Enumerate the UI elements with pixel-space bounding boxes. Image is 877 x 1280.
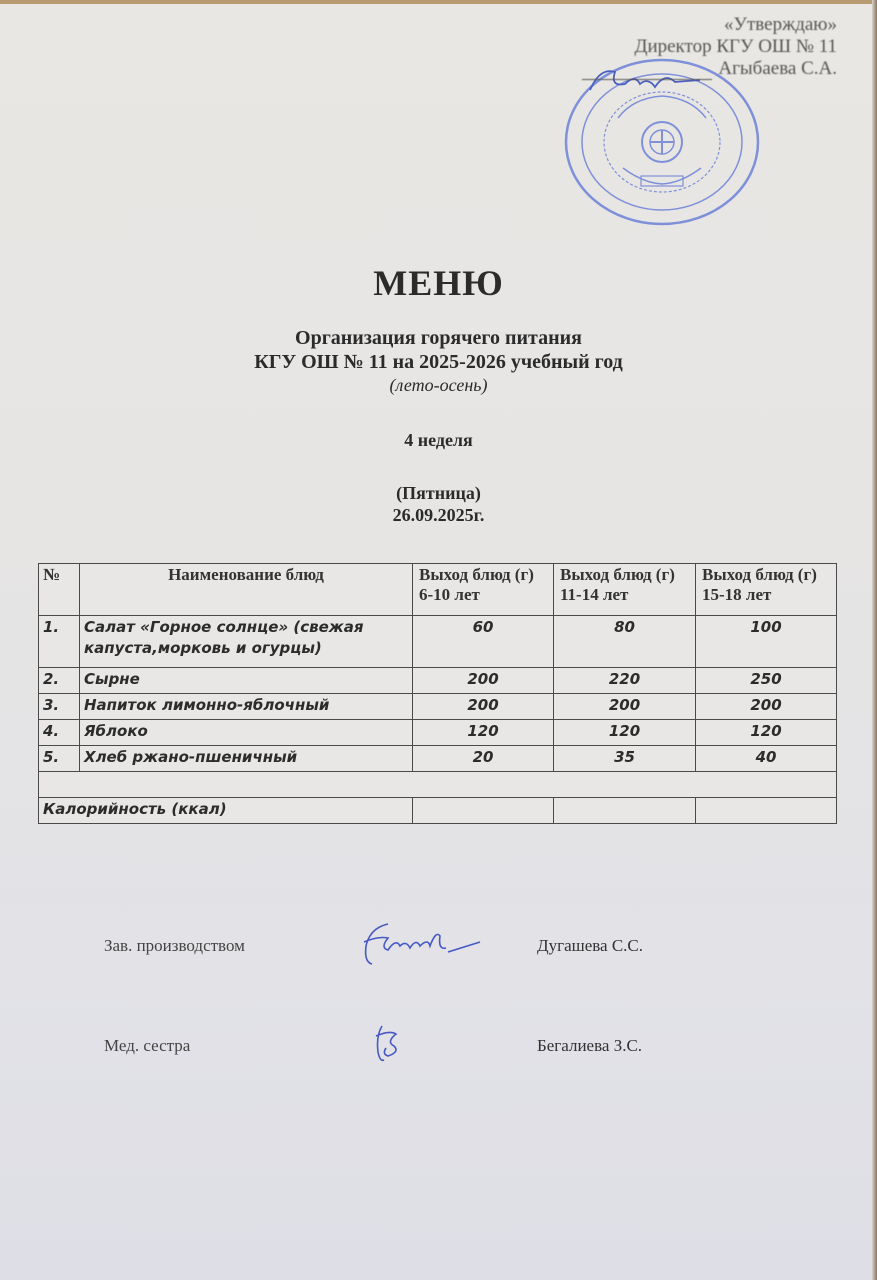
approval-name: Агыбаева С.А.: [718, 58, 837, 79]
signatory-name: Бегалиева З.С.: [537, 1036, 643, 1055]
header-number: №: [39, 564, 80, 616]
season-label: (лето-осень): [389, 375, 488, 395]
signature-line: [582, 61, 712, 80]
header-yield-15-18: Выход блюд (г) 15-18 лет: [696, 564, 837, 616]
yield-11-14: 80: [554, 616, 696, 668]
table-spacer-row: [39, 772, 837, 798]
signature-role: Зав. производством: [104, 936, 245, 955]
yield-11-14: 200: [554, 694, 696, 720]
signatory-name: Дугашева С.С.: [537, 936, 644, 955]
table-row: [39, 668, 837, 694]
signature-row-production: [104, 936, 804, 976]
weekday-label: (Пятница): [396, 483, 481, 503]
signature-role: Мед. сестра: [104, 1036, 191, 1055]
yield-6-10: 200: [413, 694, 554, 720]
row-number: 5.: [39, 746, 80, 772]
organization-line-1: Организация горячего питания: [295, 327, 582, 349]
calories-row: [39, 798, 837, 824]
yield-15-18: 120: [696, 720, 837, 746]
page-title: МЕНЮ: [373, 263, 504, 303]
yield-6-10: 200: [413, 668, 554, 694]
yield-6-10: 120: [413, 720, 554, 746]
empty-cell: [39, 772, 837, 798]
calories-6-10: [413, 798, 554, 824]
row-number: 3.: [39, 694, 80, 720]
row-number: 1.: [39, 616, 80, 668]
dish-name: Яблоко: [80, 720, 413, 746]
yield-15-18: 100: [696, 616, 837, 668]
dish-name: Салат «Горное солнце» (свежая капуста,морковь и огурцы): [80, 616, 413, 668]
table-row: [39, 616, 837, 668]
yield-11-14: 220: [554, 668, 696, 694]
page-edge-top: [0, 0, 877, 4]
row-number: 2.: [39, 668, 80, 694]
yield-15-18: 200: [696, 694, 837, 720]
row-number: 4.: [39, 720, 80, 746]
page-edge-right: [872, 0, 877, 1280]
dish-name: Сырне: [80, 668, 413, 694]
organization-line-2: КГУ ОШ № 11 на 2025-2026 учебный год: [254, 351, 623, 373]
approval-label: «Утверждаю»: [724, 14, 837, 35]
calories-11-14: [554, 798, 696, 824]
approval-name-row: [582, 58, 837, 80]
approval-position: Директор КГУ ОШ № 11: [634, 36, 837, 57]
calories-label: Калорийность (ккал): [39, 798, 413, 824]
table-row: [39, 720, 837, 746]
yield-11-14: 120: [554, 720, 696, 746]
calories-15-18: [696, 798, 837, 824]
menu-table: [38, 563, 837, 824]
approval-block: [582, 14, 837, 80]
yield-15-18: 40: [696, 746, 837, 772]
signature-row-nurse: [104, 1036, 804, 1076]
handwritten-signature: [368, 1022, 408, 1066]
week-label: 4 неделя: [404, 430, 473, 450]
header-dish-name: Наименование блюд: [80, 564, 413, 616]
organization-heading: [0, 326, 877, 374]
table-header-row: [39, 564, 837, 616]
dish-name: Хлеб ржано-пшеничный: [80, 746, 413, 772]
table-row: [39, 746, 837, 772]
table-row: [39, 694, 837, 720]
handwritten-signature: [358, 916, 488, 972]
header-yield-6-10: Выход блюд (г) 6-10 лет: [413, 564, 554, 616]
day-date-block: [0, 482, 877, 526]
date-label: 26.09.2025г.: [392, 505, 485, 525]
yield-15-18: 250: [696, 668, 837, 694]
header-yield-11-14: Выход блюд (г) 11-14 лет: [554, 564, 696, 616]
yield-11-14: 35: [554, 746, 696, 772]
yield-6-10: 60: [413, 616, 554, 668]
dish-name: Напиток лимонно-яблочный: [80, 694, 413, 720]
yield-6-10: 20: [413, 746, 554, 772]
